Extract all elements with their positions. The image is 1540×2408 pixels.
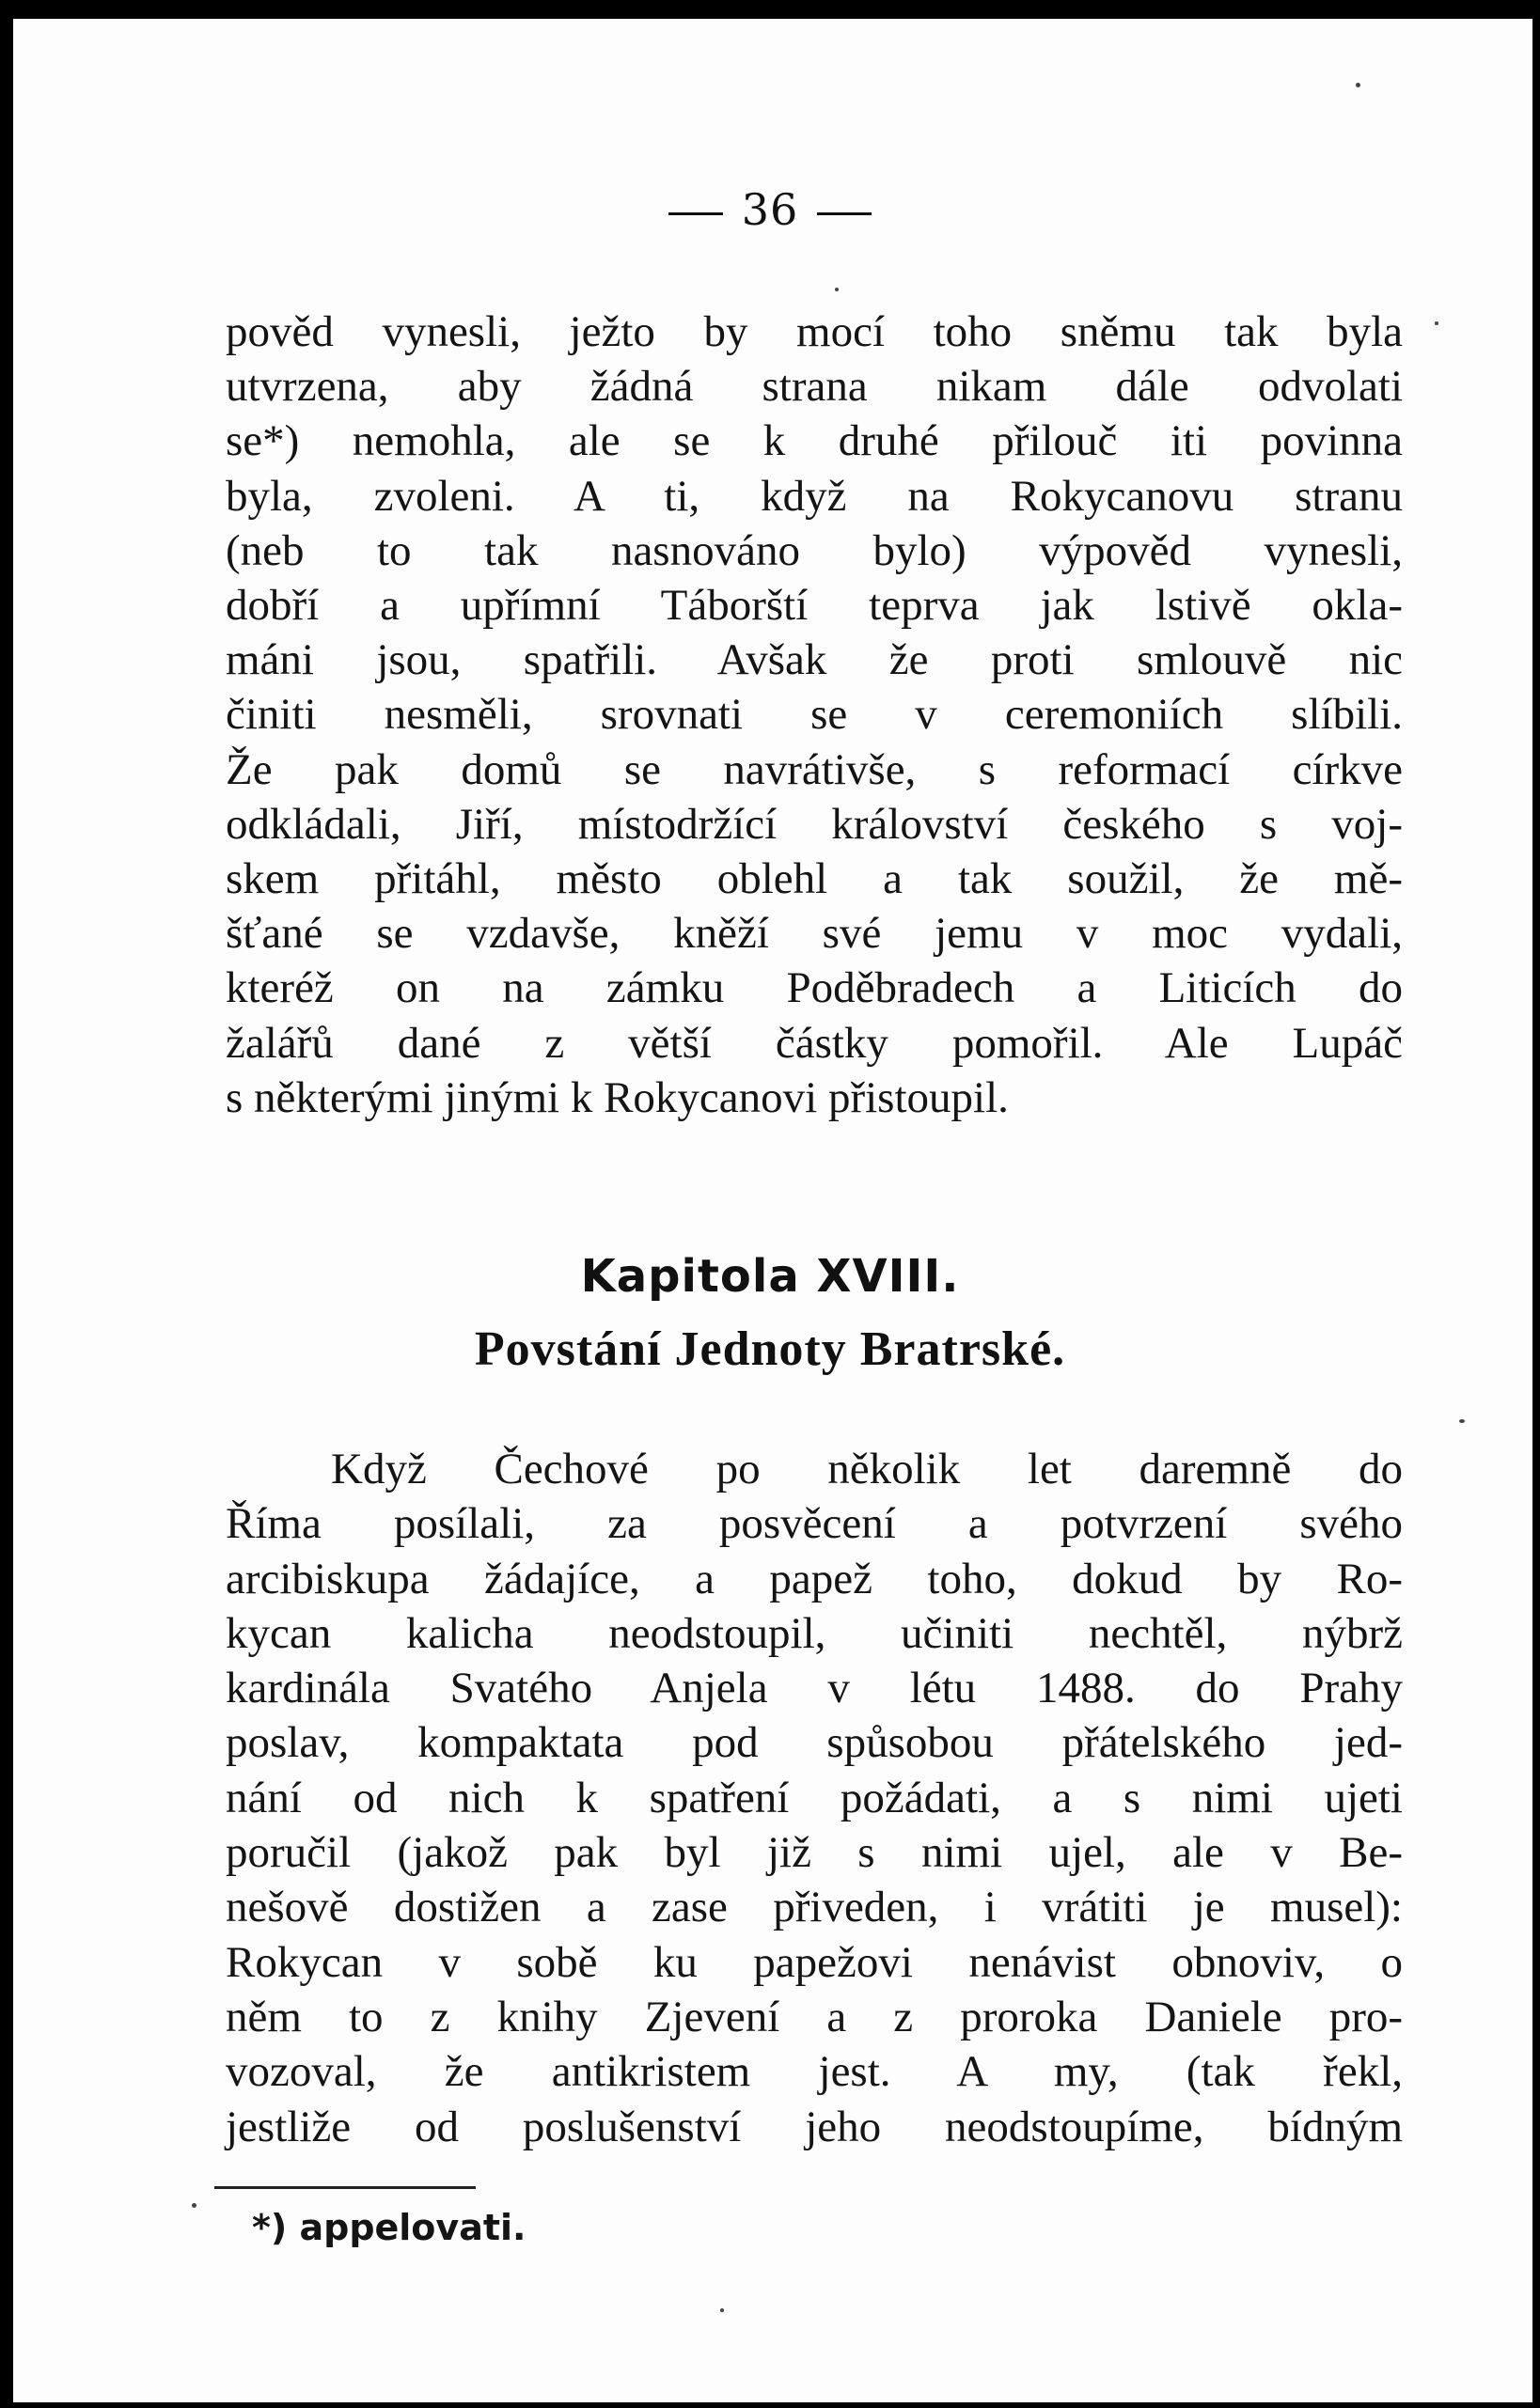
- text-line: odkládali, Jiří, místodržící království českého s voj-: [226, 799, 1403, 849]
- page-number-dash-right: [817, 212, 872, 215]
- text-line: s některými jinými k Rokycanovi přistoupil.: [226, 1072, 1009, 1122]
- text-line: kardinála Svatého Anjela v létu 1488. do Prahy: [226, 1664, 1403, 1713]
- scan-speck: [192, 2203, 196, 2208]
- text-line: poslav, kompaktata pod spůsobou přátelského jed-: [226, 1718, 1403, 1768]
- scan-speck: [1435, 321, 1438, 325]
- text-line: se*) nemohla, ale se k druhé přilouč iti povinna: [226, 416, 1403, 466]
- scan-speck: [1356, 83, 1360, 87]
- text-line: pověd vynesli, ježto by mocí toho sněmu tak byla: [226, 307, 1403, 356]
- text-line: nání od nich k spatření požádati, a s nimi ujeti: [226, 1773, 1403, 1822]
- text-line: poručil (jakož pak byl již s nimi ujel, ale v Be-: [226, 1828, 1403, 1878]
- chapter-title: Povstání Jednoty Bratrské.: [474, 1322, 1066, 1376]
- page-number-text: 36: [741, 184, 799, 235]
- paragraph-2: [226, 1442, 1403, 2154]
- page-number-dash-left: [668, 212, 723, 215]
- page-number: [0, 184, 1540, 235]
- scan-speck: [720, 2308, 724, 2312]
- text-line: Že pak domů se navrátivše, s reformací církve: [226, 744, 1403, 794]
- text-line: utvrzena, aby žádná strana nikam dále odvolati: [226, 362, 1403, 412]
- text-line: Říma posílali, za posvěcení a potvrzení svého: [226, 1499, 1403, 1549]
- text-line: žalářů dané z větší částky pomořil. Ale Lupáč: [226, 1018, 1403, 1068]
- paragraph-1: [226, 305, 1403, 1125]
- text-line: (neb to tak nasnováno bylo) výpověd vynesli,: [226, 525, 1403, 575]
- text-line: jestliže od poslušenství jeho neodstoupíme, bídným: [226, 2102, 1403, 2151]
- text-line: kycan kalicha neodstoupil, učiniti nechtěl, nýbrž: [226, 1608, 1403, 1658]
- text-line: Rokycan v sobě ku papežovi nenávist obnoviv, o: [226, 1937, 1403, 1987]
- text-line: šťané se vzdavše, kněží své jemu v moc vydali,: [226, 909, 1403, 959]
- text-line: dobří a upřímní Táborští teprva jak lstivě okla-: [226, 581, 1403, 631]
- text-line: máni jsou, spatřili. Avšak že proti smlouvě nic: [226, 635, 1403, 685]
- text-line: nešově dostižen a zase přiveden, i vrátiti je musel):: [226, 1883, 1403, 1932]
- chapter-label: Kapitola XVIII.: [580, 1250, 960, 1303]
- text-line: vozoval, že antikristem jest. A my, (tak řekl,: [226, 2047, 1403, 2097]
- text-line: činiti nesměli, srovnati se v ceremoniích slíbili.: [226, 690, 1403, 740]
- text-line: Když Čechové po několik let daremně do: [331, 1445, 1403, 1493]
- text-line: byla, zvoleni. A ti, když na Rokycanovu stranu: [226, 471, 1403, 521]
- footnote: *) appelovati.: [252, 2207, 526, 2248]
- text-line: něm to z knihy Zjevení a z proroka Daniele pro-: [226, 1992, 1403, 2041]
- scan-speck: [1459, 1419, 1465, 1423]
- text-line: skem přitáhl, město oblehl a tak soužil, že mě-: [226, 854, 1403, 904]
- text-line: kteréž on na zámku Poděbradech a Liticích do: [226, 963, 1403, 1013]
- text-line: arcibiskupa žádajíce, a papež toho, dokud by Ro-: [226, 1554, 1403, 1603]
- footnote-rule: [214, 2186, 476, 2189]
- scan-speck: [835, 288, 839, 291]
